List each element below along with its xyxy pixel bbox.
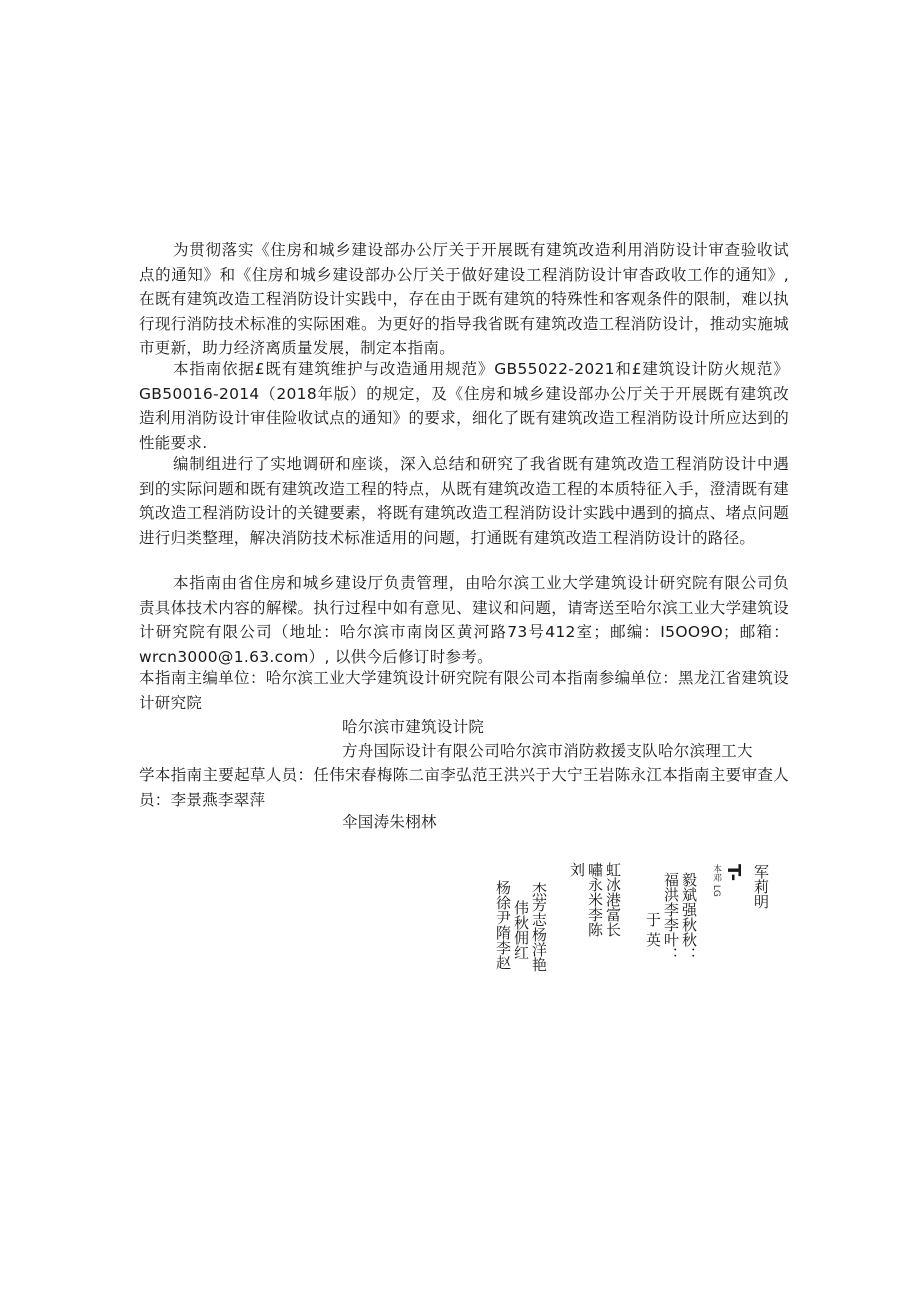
paragraph-purpose: 为贯彻落实《住房和城乡建设部办公厅关于开展既有建筑改造利用消防设计审查验收试点的通知》和《住房和城乡建设部办公厅关于做好建设工程消防设计审杳政收工作的通知》, 在既有建筑改造工程消防设计实践中，存在由于既有建筑的特殊性和客观条件的限制，难以执行现行消防技术标准的实际困难。为更好的指导我省既有建筑改造工程消防设计，推动实施城市更新，助力经济离质量发展，制定本指南。 [139,241,789,357]
vertical-name-column-11: 伟秋佣红 [512,900,530,960]
vertical-name-column-6: 于 英 [644,912,662,947]
paragraph-chief-editor: 本指南主编单位：哈尔滨工业大学建筑设计研究院有限公司本指南参编单位：黑龙江省建筑设计研究院 [139,669,789,712]
vertical-name-column-1: 军莉明 [752,864,770,909]
vertical-name-column-5: 福洪李李叶： [662,872,680,962]
vertical-name-column-3: 本邓 LG [711,864,721,897]
paragraph-compilation: 编制组进行了实地调研和座谈，深入总结和研究了我省既有建筑改造工程消防设计中遇到的实际问题和既有建筑改造工程的特点，从既有建筑改造工程的本质特征入手，澄清既有建筑改造工程消防设计的关键要素，将既有建筑改造工程消防设计实践中遇到的搞点、堵点问题进行归类整理，解决消防技术标准适用的问题，打通既有建筑改造工程消防设计的路径。 [139,455,789,547]
reviewers-continued: 伞国涛朱栩林 [342,813,437,831]
vertical-name-column-2: T- [723,864,744,882]
participating-unit-2: 方舟国际设计有限公司哈尔滨市消防救援支队哈尔滨理工大 [342,742,753,760]
vertical-name-column-4: 毅斌强秋秋： [680,872,698,962]
vertical-name-column-9: 刘 [568,862,586,877]
paragraph-management: 本指南由省住房和城乡建设厅负责管理，由哈尔滨工业大学建筑设计研究院有限公司负责具体技术内容的解樑。执行过程中如有意见、建议和问题，请寄送至哈尔滨工业大学建筑设计研究院有限公司（地址：哈尔滨市南岗区黄河路73号412室；邮编：I5OO9O；邮箱：wrcn3000@1.63.com）, 以供今后修订时参考。 [139,574,789,666]
vertical-name-column-12: 杨徐尹隋李赵 [494,880,512,970]
paragraph-basis: 本指南依据£既有建筑维护与改造通用规范》GB55022-2021和£建筑设计防火规范》GB50016-2014（2018年版）的规定，及《住房和城乡建设部办公厅关于开展既有建筑改造利用消防设计审佳险收试点的通知》的要求，细化了既有建筑改造工程消防设计所应达到的性能要求. [139,360,789,452]
vertical-name-column-8: 嘯永米李陈 [586,862,604,937]
vertical-name-column-7: 虹冰港富长 [604,862,622,937]
vertical-name-column-10: 杰芳志杨洋艳 [530,882,548,972]
participating-unit-1: 哈尔滨市建筑设计院 [342,718,485,736]
paragraph-drafters: 学本指南主要起草人员：任伟宋春梅陈二亩李弘范王洪兴于大宁王岩陈永江本指南主要审查人员：李景燕李翠萍 [139,766,789,809]
